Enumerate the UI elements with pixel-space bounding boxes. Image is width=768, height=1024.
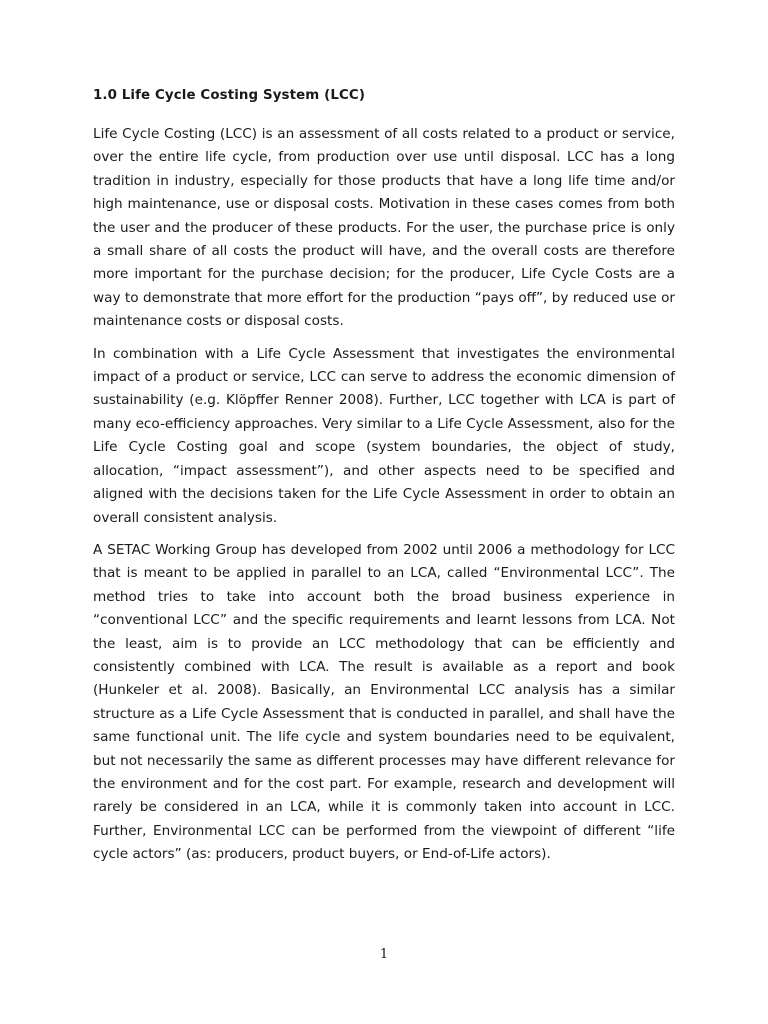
document-page bbox=[93, 86, 675, 876]
page-number: 1 bbox=[379, 947, 389, 962]
paragraph-lca-combination: In combination with a Life Cycle Assessment that investigates the environmental impact of a product or service, LCC can serve to address the economic dimension of sustainability (e.g. Klöpffer Renner 2008). Further, LCC together with LCA is part of many eco-efficiency approaches. Very similar to a Life Cycle Assessment, also for the Life Cycle Costing goal and scope (system boundaries, the object of study, allocation, “impact assessment”), and other aspects need to be specified and aligned with the decisions taken for the Life Cycle Assessment in order to obtain an overall consistent analysis. bbox=[93, 345, 675, 526]
section-heading: 1.0 Life Cycle Costing System (LCC) bbox=[93, 88, 366, 103]
paragraph-lcc-definition: Life Cycle Costing (LCC) is an assessment of all costs related to a product or service, over the entire life cycle, from production over use until disposal. LCC has a long tradition in industry, especially for those products that have a long life time and/or high maintenance, use or disposal costs. Motivation in these cases comes from both the user and the producer of these products. For the user, the purchase price is only a small share of all costs the product will have, and the overall costs are therefore more important for the purchase decision; for the producer, Life Cycle Costs are a way to demonstrate that more effort for the production “pays off”, by reduced use or maintenance costs or disposal costs. bbox=[93, 126, 675, 330]
paragraph-setac-working-group: A SETAC Working Group has developed from 2002 until 2006 a methodology for LCC that is meant to be applied in parallel to an LCA, called “Environmental LCC”. The method tries to take into account both the broad business experience in “conventional LCC” and the specific requirements and learnt lessons from LCA. Not the least, aim is to provide an LCC methodology that can be efficiently and consistently combined with LCA. The result is available as a report and book (Hunkeler et al. 2008). Basically, an Environmental LCC analysis has a similar structure as a Life Cycle Assessment that is conducted in parallel, and shall have the same functional unit. The life cycle and system boundaries need to be equivalent, but not necessarily the same as different processes may have different relevance for the environment and for the cost part. For example, research and development will rarely be considered in an LCA, while it is commonly taken into account in LCC. Further, Environmental LCC can be performed from the viewpoint of different “life cycle actors” (as: producers, product buyers, or End-of-Life actors). bbox=[93, 541, 675, 863]
